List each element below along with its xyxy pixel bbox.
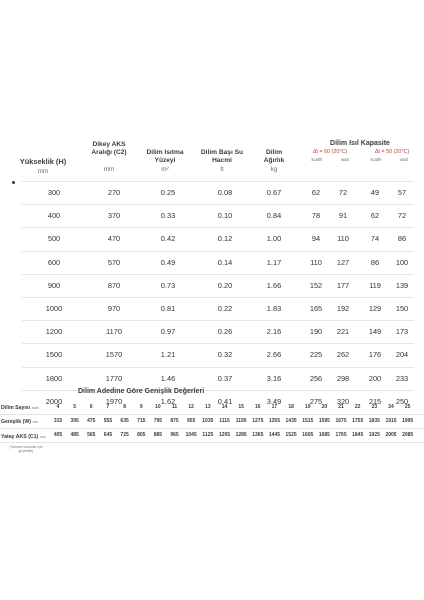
width-table-cell: 1685 [318,432,330,438]
width-table-cell: 1035 [202,418,214,424]
width-table-cell: 645 [103,432,113,438]
unit-height: mm [37,168,49,175]
table-cell: 3.49 [266,396,282,406]
width-table-cell: 1195 [235,418,247,424]
header-weight: Dilim Ağırlık [263,149,285,164]
width-table-cell: 1525 [285,432,297,438]
width-table-cell: 1365 [252,432,264,438]
table-row [22,320,414,343]
table-cell: 270 [107,188,121,197]
row-label-axis: Yatay AKS (C1) mm [1,434,46,440]
table-cell: 72 [397,211,407,221]
table-cell: 470 [107,234,121,244]
table-cell: 320 [336,396,350,406]
bullet-dot [12,181,15,184]
table-cell: 370 [107,211,121,221]
width-table-cell: 9 [139,404,143,410]
table-cell: 0.12 [217,234,233,244]
width-table-cell: 1125 [202,432,214,438]
table-cell: 3.16 [266,373,282,383]
table-cell: 192 [336,304,350,313]
table-cell: 1200 [45,327,63,337]
unit-weight: kg [270,166,278,173]
width-table-cell: 8 [123,404,126,410]
width-table-cell: 1995 [402,418,414,424]
table-cell: 2000 [45,396,63,406]
table-row [22,297,414,320]
unit-axis: mm [103,166,115,173]
table-row [22,274,414,297]
table-cell: 94 [311,234,321,244]
width-table-cell: 405 [53,432,63,438]
table-cell: 0.32 [217,350,233,360]
table-cell: 110 [310,257,322,267]
width-table-cell: 1675 [335,418,347,424]
table-cell: 0.67 [266,188,282,197]
table-cell: 298 [336,373,350,383]
table-cell: 173 [395,327,409,337]
header-axis: Dikey AKS Aralığı (C2) [91,141,127,156]
width-table-cell: 1355 [268,418,280,424]
width-table-cell: 19 [304,404,311,410]
width-table-cell: 1605 [302,432,314,438]
width-table-cell: 485 [70,432,79,438]
table-cell: 72 [338,188,348,197]
table-cell: 1.83 [266,304,282,313]
table-row [22,204,414,227]
table-cell: 500 [47,234,61,244]
width-table-cell: 10 [155,404,161,410]
table-cell: 62 [311,188,321,197]
table-cell: 2.16 [266,327,282,337]
table-cell: 300 [47,188,61,197]
width-table-cell: 1045 [185,432,197,438]
width-table-cell: 1435 [285,418,297,424]
width-table-cell: 2085 [402,432,414,438]
table-cell: 1.62 [160,396,176,406]
table-cell: 57 [397,188,407,197]
table-cell: 0.26 [217,327,233,337]
table-cell: 1570 [105,350,123,360]
table-cell: 0.25 [160,188,176,197]
width-table-cell: 805 [137,432,146,438]
width-table-cell: 1595 [318,418,330,424]
table-cell: 91 [338,211,348,221]
table-cell: 0.20 [217,280,233,290]
width-table-cell: 5 [73,404,77,410]
table-cell: 1000 [45,304,63,313]
divider [0,428,424,429]
table-cell: 570 [107,257,121,267]
unit-water: lt [220,166,224,173]
width-table-cell: 14 [221,404,228,410]
unit-kcal-60: kcal/h [311,157,323,162]
width-table-cell: 1515 [302,418,314,424]
row-label-count: Dilim Sayısı adet [1,405,39,411]
axis-note: (Tamamı vananlar için geçerlidir) [9,445,43,453]
table-cell: 1.21 [160,350,176,360]
table-cell: 900 [47,280,61,290]
table-row [22,251,414,274]
table-cell: 256 [309,373,323,383]
table-cell: 0.22 [217,304,233,313]
table-cell: 0.81 [160,304,176,313]
table-row [22,227,414,250]
table-cell: 1800 [45,373,63,383]
table-cell: 177 [336,280,350,290]
width-table-cell: 17 [271,404,278,410]
table-cell: 225 [309,350,323,360]
table-cell: 1500 [45,350,63,360]
table-cell: 0.37 [217,373,233,383]
table-cell: 1770 [105,373,123,383]
table-cell: 0.84 [266,211,282,221]
width-table-cell: 955 [187,418,196,424]
table-cell: 139 [395,280,409,290]
table-cell: 2.66 [266,350,282,360]
table-cell: 0.10 [217,211,233,221]
width-table-cell: 565 [87,432,96,438]
table-cell: 129 [368,304,382,313]
table-cell: 221 [336,327,350,337]
table-cell: 78 [311,211,321,221]
table-row [22,343,414,366]
delta60-label: Δt = 60 (20°C) [312,149,348,155]
width-table-cell: 13 [205,404,211,410]
table-cell: 250 [395,396,409,406]
width-table-cell: 2005 [385,432,397,438]
width-table-cell: 18 [288,404,294,410]
table-cell: 74 [370,234,380,244]
table-cell: 204 [395,350,409,360]
width-table-cell: 725 [120,432,129,438]
table-cell: 1.17 [266,257,282,267]
table-cell: 86 [397,234,407,244]
width-table-cell: 965 [170,432,179,438]
table-cell: 0.08 [217,188,233,197]
width-table-cell: 1925 [368,432,380,438]
table-cell: 190 [309,327,323,337]
table-cell: 150 [395,304,409,313]
table-cell: 110 [337,234,349,244]
table-cell: 233 [395,373,409,383]
table-cell: 176 [368,350,382,360]
width-table-cell: 22 [354,404,361,410]
table-cell: 0.97 [160,327,176,337]
header-surface: Dilim Isıtma Yüzeyi [146,149,184,164]
table-cell: 149 [368,327,382,337]
width-table-cell: 315 [53,418,63,424]
delta50-label: Δt = 50 (20°C) [374,149,410,155]
table-cell: 1.66 [266,280,282,290]
width-table-cell: 635 [120,418,129,424]
width-table-cell: 12 [188,404,194,410]
width-table-cell: 1845 [352,432,364,438]
width-table-cell: 4 [56,404,60,410]
table-cell: 0.73 [160,280,176,290]
table-cell: 0.42 [160,234,176,244]
table-cell: 165 [309,304,323,313]
width-table-cell: 20 [321,404,328,410]
width-table-cell: 555 [103,418,113,424]
width-table-cell: 16 [255,404,261,410]
width-table-cell: 1835 [368,418,380,424]
width-table-title: Dilim Adedine Göre Genişlik Değerleri [78,388,205,395]
width-table-cell: 715 [137,418,146,424]
table-cell: 0.33 [160,211,176,221]
table-cell: 1.00 [266,234,282,244]
table-cell: 1170 [106,327,122,337]
table-cell: 262 [336,350,350,360]
divider [0,414,424,415]
table-cell: 970 [107,304,121,313]
table-cell: 62 [370,211,380,221]
table-cell: 119 [369,280,381,290]
table-cell: 200 [368,373,382,383]
header-capacity: Dilim Isıl Kapasite [330,140,390,147]
divider [0,442,424,443]
table-cell: 400 [47,211,61,221]
width-table-cell: 795 [153,418,163,424]
row-label-width: Genişlik (W) mm [1,419,39,425]
width-table-cell: 1765 [335,432,347,438]
table-cell: 100 [395,257,409,267]
table-cell: 0.49 [160,257,176,267]
width-table-cell: 1275 [252,418,264,424]
table-cell: 0.41 [217,396,233,406]
width-table-cell: 25 [404,404,411,410]
table-row [22,181,414,204]
table-cell: 1970 [105,396,123,406]
table-cell: 600 [47,257,61,267]
table-cell: 86 [370,257,380,267]
table-cell: 152 [309,280,323,290]
width-table-cell: 6 [89,404,93,410]
width-table-cell: 1445 [268,432,280,438]
width-table-cell: 1205 [218,432,231,438]
width-table-cell: 475 [87,418,96,424]
table-cell: 215 [368,396,382,406]
header-height: Yükseklik (H) [19,157,67,166]
table-cell: 1.46 [160,373,176,383]
width-table-cell: 21 [338,404,344,410]
width-table-cell: 395 [70,418,79,424]
width-table-cell: 1285 [235,432,247,438]
width-table-cell: 885 [153,432,163,438]
unit-surface: m² [161,166,169,173]
unit-watt-60: watt [341,157,349,162]
header-water: Dilim Başı Su Hacmi [200,149,244,164]
width-table-cell: 11 [171,404,178,410]
unit-watt-50: watt [400,157,408,162]
width-table-cell: 1755 [352,418,364,424]
table-row [22,367,414,390]
table-cell: 275 [309,396,323,406]
table-cell: 0.14 [217,257,233,267]
table-cell: 49 [370,188,380,197]
table-cell: 127 [336,257,350,267]
width-table-cell: 1115 [219,418,230,424]
width-table-cell: 875 [170,418,179,424]
unit-kcal-50: kcal/h [370,157,382,162]
width-table-cell: 24 [388,404,394,410]
width-table-cell: 1915 [385,418,397,424]
width-table-cell: 23 [371,404,378,410]
width-table-cell: 15 [238,404,244,410]
table-cell: 870 [107,280,121,290]
width-table-cell: 7 [106,404,110,410]
